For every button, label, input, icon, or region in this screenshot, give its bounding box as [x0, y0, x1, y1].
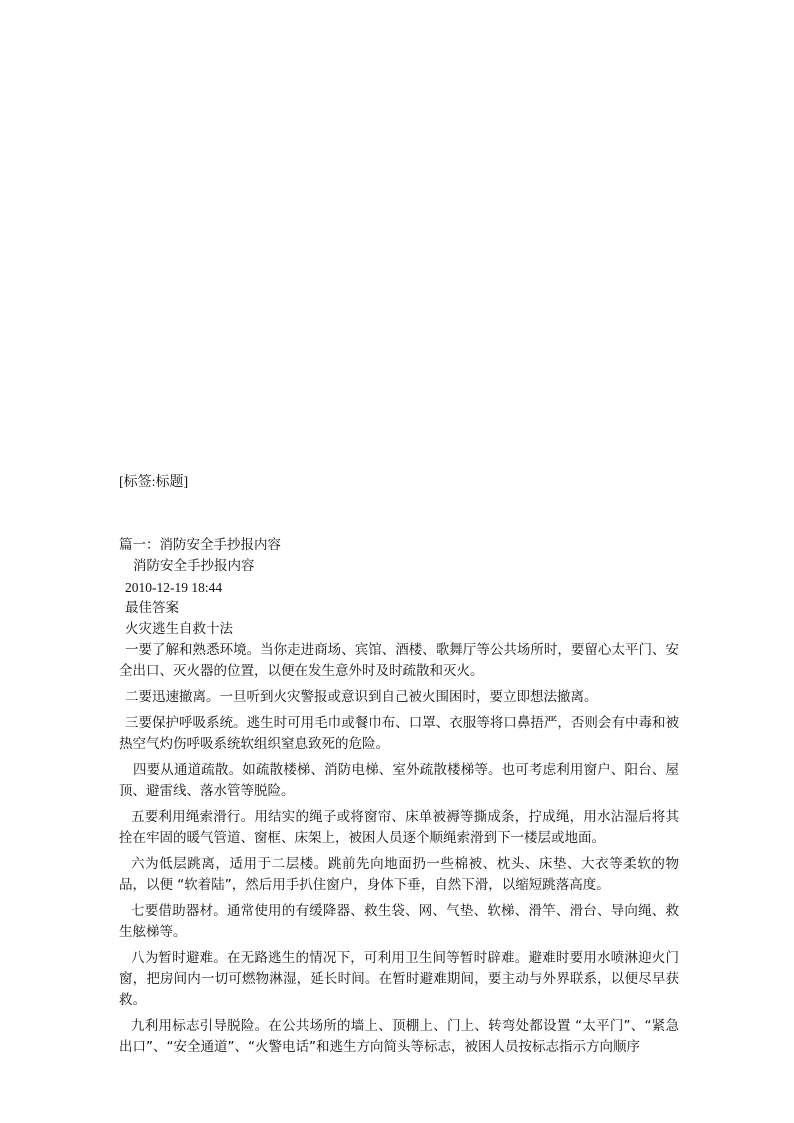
post-date: 2010-12-19 18:44: [125, 580, 223, 595]
best-answer-label: 最佳答案: [125, 600, 179, 616]
section-title: 火灾逃生自救十法: [125, 621, 233, 637]
paragraph-5: 五要利用绳索滑行。用结实的绳子或将窗帘、床单被褥等撕成条，拧成绳，用水沾湿后将其拴在牢固的暖气管道、窗框、床架上，被困人员逐个顺绳索滑到下一楼层或地面。: [119, 809, 679, 846]
document-body: [119, 472, 679, 1058]
paragraph-1: 一要了解和熟悉环境。当你走进商场、宾馆、酒楼、歌舞厅等公共场所时，要留心太平门、安全出口、灭火器的位置，以便在发生意外时及时疏散和灭火。: [119, 642, 679, 679]
paragraph-9: 九利用标志引导脱险。在公共场所的墙上、顶棚上、门上、转弯处都设置 “太平门”、“紧急出口”、“安全通道”、“火警电话”和逃生方向简头等标志，被困人员按标志指示方向顺序: [119, 1018, 679, 1055]
paragraph-4: 四要从通道疏散。如疏散楼梯、消防电梯、室外疏散楼梯等。也可考虑利用窗户、阳台、屋顶、避雷线、落水管等脱险。: [119, 762, 679, 799]
article-heading: 篇一：消防安全手抄报内容: [119, 537, 281, 553]
paragraph-6: 六为低层跳离，适用于二层楼。跳前先向地面扔一些棉被、枕头、床垫、大衣等柔软的物品，以便 “软着陆”，然后用手扒住窗户，身体下垂，自然下滑，以缩短跳落高度。: [119, 856, 679, 893]
article-subtitle: 消防安全手抄报内容: [133, 558, 255, 574]
paragraph-7: 七要借助器材。通常使用的有缓降器、救生袋、网、气垫、软梯、滑竿、滑台、导向绳、救生舷梯等。: [119, 903, 679, 940]
paragraph-3: 三要保护呼吸系统。逃生时可用毛巾或餐巾布、口罩、衣服等将口鼻捂严，否则会有中毒和被热空气灼伤呼吸系统软组织窒息致死的危险。: [119, 715, 679, 752]
tag-line: [标签:标题]: [119, 475, 189, 490]
paragraph-8: 八为暂时避难。在无路逃生的情况下，可利用卫生间等暂时辟难。避难时要用水喷淋迎火门窗，把房间内一切可燃物淋湿，延长时间。在暂时避难期间，要主动与外界联系，以便尽早获救。: [119, 950, 679, 1008]
paragraph-2: 二要迅速撤离。一旦听到火灾警报或意识到自己被火围困时，要立即想法撤离。: [125, 689, 598, 705]
